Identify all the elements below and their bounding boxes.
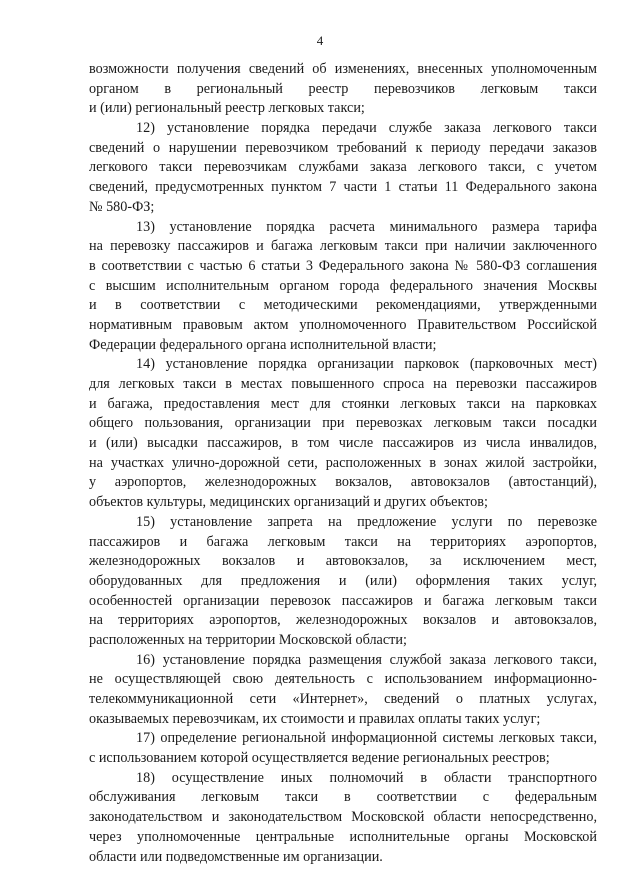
text-line: № 580-ФЗ; — [89, 198, 155, 215]
page-number: 4 — [316, 33, 324, 48]
text-line: особенностей организации перевозок пассажиров и багажа легковым такси — [89, 592, 597, 609]
text-line: и в соответствии с методическими рекомендациями, утвержденными — [89, 297, 597, 314]
text-line: легкового такси перевозчикам службами заказа легкового такси, с учетом — [89, 159, 597, 176]
text-line: оказываемых перевозчикам, их стоимости и правилах оплаты таких услуг; — [89, 710, 541, 727]
text-line: законодательством и законодательством Московской области непосредственно, — [89, 809, 597, 826]
text-line: на участках улично-дорожной сети, расположенных в зонах жилой застройки, — [89, 454, 597, 471]
paragraph-item-17 — [89, 729, 597, 768]
text-line: 16) установление порядка размещения службой заказа легкового такси, — [136, 651, 597, 668]
text-line: области или подведомственные им организации. — [89, 848, 383, 865]
text-line: объектов культуры, медицинских организаций и других объектов; — [89, 494, 488, 511]
text-line: Федерации федерального органа исполнительной власти; — [89, 336, 437, 353]
paragraph-item-16 — [89, 651, 597, 730]
text-line: сведений о нарушении перевозчиком требований к периоду передачи заказов — [89, 139, 597, 156]
text-line: 13) установление порядка расчета минимального размера тарифа — [136, 218, 597, 235]
text-line: оборудованных для предложения и (или) оформления таких услуг, — [89, 572, 597, 589]
paragraph-item-15 — [89, 513, 597, 651]
text-line: нормативным правовым актом уполномоченного Правительством Российской — [89, 316, 597, 333]
paragraph-item-13 — [89, 218, 597, 356]
text-line: с использованием которой осуществляется ведение региональных реестров; — [89, 750, 550, 767]
paragraph-continuation — [89, 60, 597, 119]
text-line: железнодорожных вокзалов и автовокзалов, за исключением мест, — [89, 553, 597, 570]
paragraph-item-18 — [89, 769, 597, 867]
document-body — [89, 60, 597, 867]
text-line: и багажа, предоставления мест для стоянки легковых такси на парковках — [89, 395, 597, 412]
paragraph-item-12 — [89, 119, 597, 217]
text-line: для легковых такси в местах повышенного спроса на перевозки пассажиров — [89, 376, 597, 392]
text-line: с высшим исполнительным органом города федерального значения Москвы — [89, 277, 597, 294]
text-line: органом в региональный реестр перевозчиков легковым такси — [89, 80, 597, 97]
text-line: 14) установление порядка организации парковок (парковочных мест) — [136, 356, 597, 373]
text-line: телекоммуникационной сети «Интернет», сведений о платных услугах, — [89, 691, 597, 707]
text-line: на перевозку пассажиров и багажа легковым такси при наличии заключенного — [89, 238, 597, 255]
paragraph-item-14 — [89, 355, 597, 513]
text-line: у аэропортов, железнодорожных вокзалов, автовокзалов (автостанций), — [89, 474, 597, 491]
text-line: на территориях аэропортов, железнодорожных вокзалов и автовокзалов, — [89, 612, 597, 629]
text-line: сведений, предусмотренных пунктом 7 части 1 статьи 11 Федерального закона — [89, 179, 597, 196]
text-line: 18) осуществление иных полномочий в области транспортного — [136, 769, 597, 786]
text-line: не осуществляющей свою деятельность с использованием информационно- — [89, 671, 597, 688]
text-line: общего пользования, организации при перевозках легковым такси посадки — [89, 415, 597, 432]
text-line: расположенных на территории Московской области; — [89, 631, 407, 648]
text-line: и (или) высадки пассажиров, в том числе пассажиров из числа инвалидов, — [89, 435, 597, 452]
text-line: 17) определение региональной информационной системы легковых такси, — [136, 730, 597, 747]
text-line: через уполномоченные центральные исполнительные органы Московской — [89, 828, 597, 845]
text-line: и (или) региональный реестр легковых такси; — [89, 100, 365, 117]
text-line: обслуживания легковым такси в соответствии с федеральным — [89, 789, 597, 806]
text-line: 12) установление порядка передачи службе заказа легкового такси — [136, 120, 597, 137]
text-line: 15) установление запрета на предложение услуги по перевозке — [136, 513, 597, 530]
text-line: в соответствии с частью 6 статьи 3 Федерального закона № 580-ФЗ соглашения — [89, 257, 597, 274]
text-line: пассажиров и багажа легковым такси на территориях аэропортов, — [89, 533, 597, 550]
text-line: возможности получения сведений об изменениях, внесенных уполномоченным — [89, 61, 597, 77]
